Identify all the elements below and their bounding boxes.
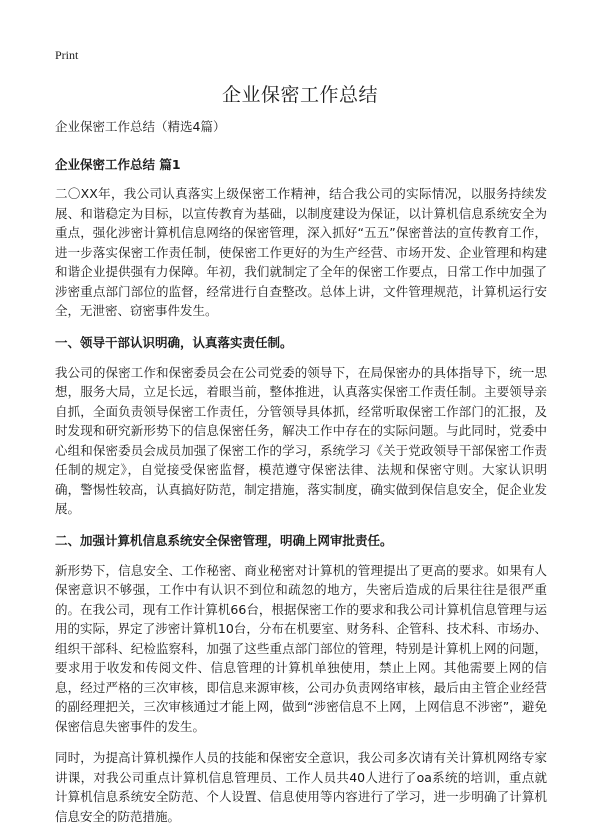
- page-title: 企业保密工作总结: [221, 84, 378, 106]
- paragraph: 同时，为提高计算机操作人员的技能和保密安全意识，我公司多次请有关计算机网络专家讲课，对我公司重点计算机信息管理员、工作人员共40人进行了oa系统的培训，重点就计算机信息系统安全防范、个人设置、信息使用等内容进行了学习，进一步明确了计算机信息安全的防范措施。: [55, 750, 547, 824]
- section-heading: 一、领导干部认识明确，认真落实责任制。: [55, 334, 293, 350]
- section-heading: 二、加强计算机信息系统安全保密管理，明确上网审批责任。: [55, 532, 393, 548]
- article-title: 企业保密工作总结 篇1: [55, 157, 181, 172]
- document-subtitle: 企业保密工作总结（精选4篇）: [55, 119, 226, 134]
- document-body: [55, 117, 547, 838]
- paragraph: 新形势下，信息安全、工作秘密、商业秘密对计算机的管理提出了更高的要求。如果有人保密意识不够强，工作中有认识不到位和疏忽的地方，失密后造成的后果往往是很严重的。在我公司，现有工作计算机66台，根据保密工作的要求和我公司计算机信息管理与运用的实际，界定了涉密计算机10台，分布在机要室、财务科、企管科、技术科、市场办、组织干部科、纪检监察科，加强了这些重点部门部位的管理，特别是计算机上网的问题，要求用于收发和传阅文件、信息管理的计算机单独使用，禁止上网。其他需要上网的信息，经过严格的三次审核，即信息来源审核，公司办负责网络审核，最后由主管企业经营的副经理把关，三次审核通过才能上网，做到“涉密信息不上网，上网信息不涉密”，避免保密信息失密事件的发生。: [55, 562, 547, 734]
- paragraph: 二〇XX年，我公司认真落实上级保密工作精神，结合我公司的实际情况，以服务持续发展、和谐稳定为目标，以宣传教育为基础，以制度建设为保证，以计算机信息系统安全为重点，强化涉密计算机信息网络的保密管理，深入抓好“五五”保密普法的宣传教育工作，进一步落实保密工作责任制，使保密工作更好的为生产经营、市场开发、企业管理和构建和谐企业提供强有力保障。年初，我们就制定了全年的保密工作要点，日常工作中加强了涉密重点部门部位的监督，经常进行自查整改。总体上讲，文件管理规范，计算机运行安全，无泄密、窃密事件发生。: [55, 186, 547, 318]
- print-link[interactable]: Print: [55, 48, 79, 62]
- paragraph: 我公司的保密工作和保密委员会在公司党委的领导下，在局保密办的具体指导下，统一思想，服务大局，立足长远，着眼当前，整体推进，认真落实保密工作责任制。主要领导亲自抓，全面负责领导保密工作责任，分管领导具体抓，经常听取保密工作部门的汇报，及时发现和研究新形势下的信息保密任务，解决工作中存在的实际问题。与此同时，党委中心组和保密委员会成员加强了保密工作的学习，系统学习《关于党政领导干部保密工作责任制的规定》，自觉接受保密监督，模范遵守保密法律、法规和保密守则。大家认识明确，警惕性较高，认真搞好防范，制定措施，落实制度，确实做到保信息安全，促企业发展。: [55, 364, 547, 516]
